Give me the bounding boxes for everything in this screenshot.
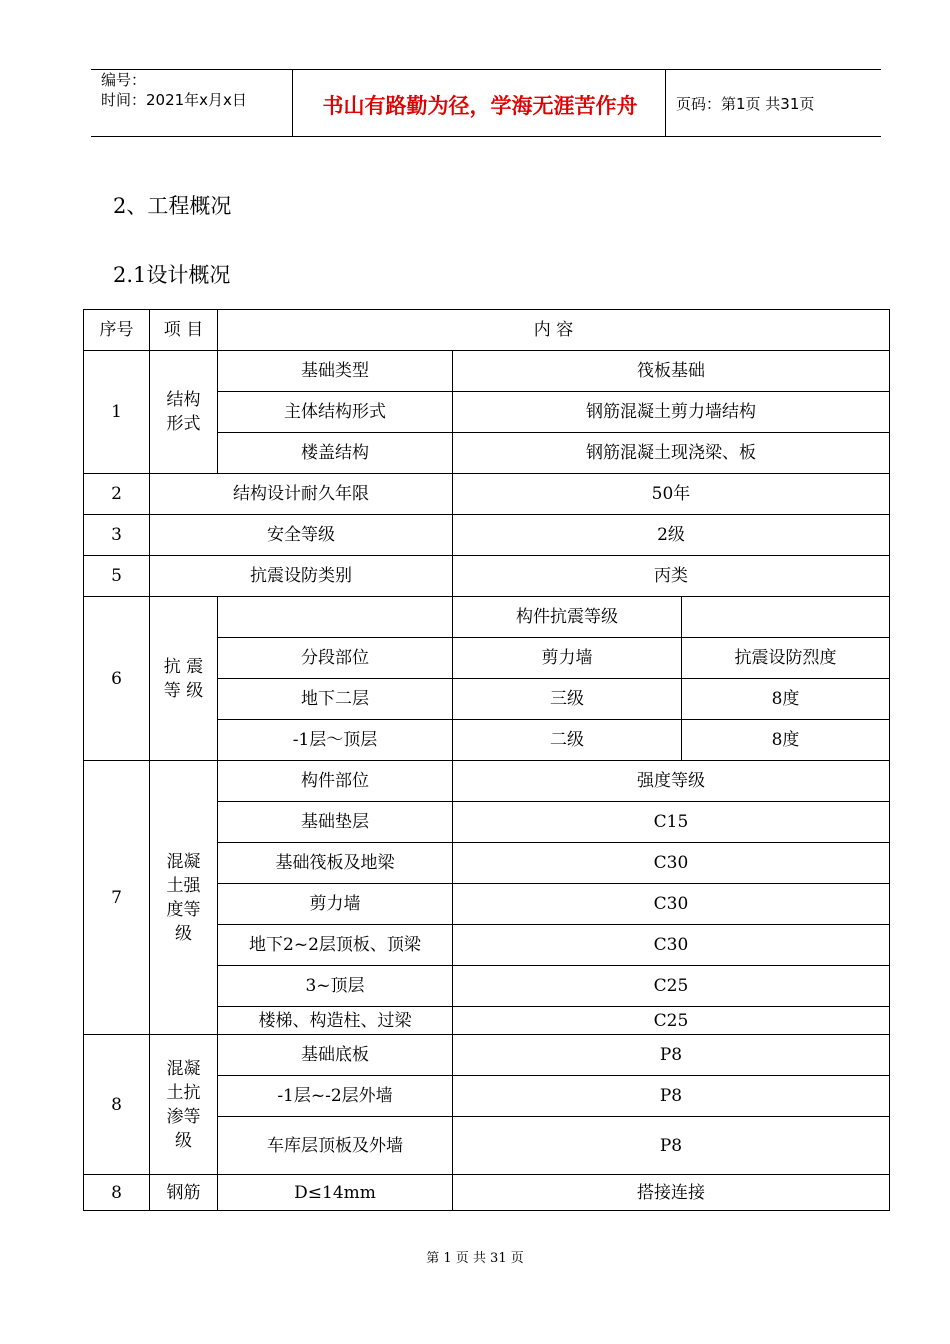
table-cell: C25 [453, 1007, 890, 1035]
header-page-number: 页码：第1页 共31页 [676, 95, 815, 113]
header-cell-item: 项 目 [150, 310, 218, 351]
table-cell: 地下2~2层顶板、顶梁 [218, 925, 453, 966]
table-row [84, 1175, 890, 1211]
header-meta [101, 70, 247, 110]
table-cell: C30 [453, 884, 890, 925]
row-number: 8 [84, 1175, 150, 1211]
table-cell: 地下二层 [218, 679, 453, 720]
row-item: 结构设计耐久年限 [150, 474, 453, 515]
section-heading: 2、工程概况 [113, 194, 232, 218]
table-cell: 钢筋混凝土剪力墙结构 [453, 392, 890, 433]
row-number: 7 [84, 761, 150, 1035]
row-item: 抗震设防类别 [150, 556, 453, 597]
table-cell: 3~顶层 [218, 966, 453, 1007]
table-cell: 基础筏板及地梁 [218, 843, 453, 884]
table-row [84, 351, 890, 392]
table-row [84, 597, 890, 638]
row-item: 抗 震 等 级 [150, 597, 218, 761]
table-cell: C30 [453, 843, 890, 884]
table-cell: 50年 [453, 474, 890, 515]
table-cell: 8度 [682, 720, 890, 761]
table-cell: 抗震设防烈度 [682, 638, 890, 679]
header-cell-content: 内 容 [218, 310, 890, 351]
table-cell: 构件部位 [218, 761, 453, 802]
table-cell: 基础底板 [218, 1035, 453, 1076]
table-cell: 强度等级 [453, 761, 890, 802]
table-cell: 基础类型 [218, 351, 453, 392]
table-cell: -1层～顶层 [218, 720, 453, 761]
table-header-row [84, 310, 890, 351]
table-cell: 8度 [682, 679, 890, 720]
header-bottom-rule [91, 136, 881, 137]
row-number: 3 [84, 515, 150, 556]
row-item: 混凝土抗渗等级 [150, 1035, 218, 1175]
row-item: 安全等级 [150, 515, 453, 556]
design-overview-table [83, 309, 890, 1211]
page-footer: 第 1 页 共 31 页 [426, 1251, 524, 1266]
header-motto: 书山有路勤为径，学海无涯苦作舟 [322, 94, 638, 118]
table-cell: 主体结构形式 [218, 392, 453, 433]
table-row [84, 474, 890, 515]
table-cell: 楼盖结构 [218, 433, 453, 474]
table-cell: 2级 [453, 515, 890, 556]
row-number: 5 [84, 556, 150, 597]
row-number: 1 [84, 351, 150, 474]
table-cell: P8 [453, 1117, 890, 1175]
table-cell: 基础垫层 [218, 802, 453, 843]
row-number: 8 [84, 1035, 150, 1175]
table-row [84, 556, 890, 597]
header-cell-no: 序号 [84, 310, 150, 351]
table-cell: 分段部位 [218, 638, 453, 679]
table-cell: 剪力墙 [453, 638, 682, 679]
row-item: 混凝土强度等级 [150, 761, 218, 1035]
table-cell: 搭接连接 [453, 1175, 890, 1211]
table-cell: 车库层顶板及外墙 [218, 1117, 453, 1175]
table-cell [682, 597, 890, 638]
row-item: 钢筋 [150, 1175, 218, 1211]
table-cell: P8 [453, 1035, 890, 1076]
table-cell: 钢筋混凝土现浇梁、板 [453, 433, 890, 474]
table-cell: 构件抗震等级 [453, 597, 682, 638]
row-item: 结构形式 [150, 351, 218, 474]
table-cell: D≤14mm [218, 1175, 453, 1211]
table-cell: P8 [453, 1076, 890, 1117]
table-cell: 二级 [453, 720, 682, 761]
table-cell: 剪力墙 [218, 884, 453, 925]
row-number: 6 [84, 597, 150, 761]
document-time-label: 时间：2021年x月x日 [101, 91, 247, 109]
document-number-label: 编号： [101, 71, 147, 89]
table-cell: C15 [453, 802, 890, 843]
table-cell: 筏板基础 [453, 351, 890, 392]
row-number: 2 [84, 474, 150, 515]
table-cell: -1层~-2层外墙 [218, 1076, 453, 1117]
table-row [84, 761, 890, 802]
table-cell [218, 597, 453, 638]
table-row [84, 515, 890, 556]
table-cell: 楼梯、构造柱、过梁 [218, 1007, 453, 1035]
table-row [84, 1035, 890, 1076]
header-divider [292, 69, 293, 136]
table-cell: C25 [453, 966, 890, 1007]
table-cell: 三级 [453, 679, 682, 720]
table-cell: C30 [453, 925, 890, 966]
subsection-heading: 2.1设计概况 [113, 263, 231, 287]
table-cell: 丙类 [453, 556, 890, 597]
